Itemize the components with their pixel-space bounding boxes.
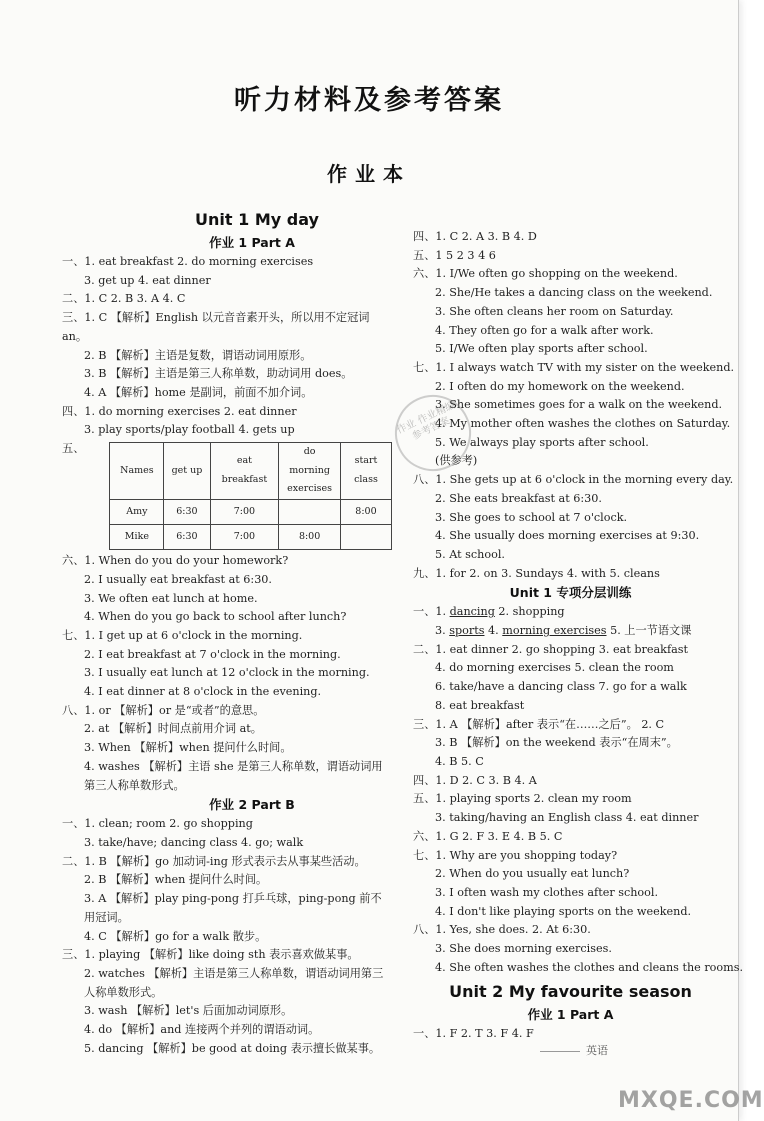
answer-line: 2. at 【解析】时间点前用介词 at。	[84, 722, 262, 736]
answer-line	[413, 603, 728, 622]
answer-line: 5. We always play sports after school.	[435, 435, 649, 449]
answer-text: 2. shopping	[494, 605, 565, 619]
answer-line: 二、1. eat dinner 2. go shopping 3. eat breakfast	[413, 642, 689, 656]
table-cell: 8:00	[279, 525, 341, 550]
answer-line: 4. do morning exercises 5. clean the room	[435, 661, 674, 675]
page-title: 听力材料及参考答案	[234, 85, 504, 116]
answer-line: 2. I usually eat breakfast at 6:30.	[84, 572, 272, 586]
answer-line: 2. watches 【解析】主语是第三人称单数，谓语动词用第三人称单数形式。	[84, 966, 384, 999]
unit-2-homework-1-title: 作业 1 Part A	[527, 1007, 614, 1023]
answer-line: 2. B 【解析】when 提问什么时间。	[84, 873, 268, 887]
table-cell: Mike	[110, 525, 164, 550]
answer-line: 三、1. playing 【解析】like doing sth 表示喜欢做某事。	[62, 948, 359, 962]
table-cell: 8:00	[340, 500, 391, 525]
answer-line: 3. She often cleans her room on Saturday.	[435, 304, 674, 318]
answer-line: 5. dancing 【解析】be good at doing 表示擅长做某事。	[84, 1041, 381, 1055]
answer-text: 4.	[484, 624, 503, 638]
answer-line: 4. They often go for a walk after work.	[435, 323, 654, 337]
answer-line: 八、1. Yes, she does. 2. At 6:30.	[413, 923, 591, 937]
answer-line: 四、1. do morning exercises 2. eat dinner	[62, 404, 297, 418]
answer-line: 六、1. I/We often go shopping on the weekend.	[413, 267, 678, 281]
answer-line: 4. I don't like playing sports on the weekend.	[435, 904, 692, 918]
answer-line: 3. I usually eat lunch at 12 o'clock in the morning.	[84, 666, 370, 680]
answer-line: 6. take/have a dancing class 7. go for a walk	[435, 680, 687, 694]
stamp-seal: 作业 作业精编参考答案	[383, 383, 484, 484]
answer-line: 四、1. D 2. C 3. B 4. A	[413, 773, 537, 787]
right-column	[413, 228, 744, 1044]
table-cell	[340, 525, 391, 550]
table-row	[110, 500, 392, 525]
answer-line: 2. I eat breakfast at 7 o'clock in the morning.	[84, 647, 341, 661]
answer-line: 3. B 【解析】主语是第三人称单数，助动词用 does。	[84, 367, 353, 381]
table-cell: 6:30	[164, 525, 210, 550]
answer-line: 五、1 5 2 3 4 6	[413, 248, 496, 262]
answer-line: 4. washes 【解析】主语 she 是第三人称单数，谓语动词用第三人称单数形式。	[84, 759, 383, 792]
answer-line: 四、1. C 2. A 3. B 4. D	[413, 230, 537, 243]
answer-line: 3. She goes to school at 7 o'clock.	[435, 510, 628, 524]
left-column	[62, 205, 392, 1058]
answer-line: 4. She usually does morning exercises at 9:30.	[435, 529, 700, 543]
answer-prefix: 3.	[435, 624, 450, 638]
answer-line: 3. play sports/play football 4. gets up	[84, 423, 295, 437]
watermark: MXQE.COM	[618, 1088, 764, 1113]
answer-line	[413, 622, 728, 641]
table-header-cell: eat breakfast	[210, 443, 279, 500]
answer-line: 3. taking/having an English class 4. eat dinner	[435, 811, 699, 825]
table-header-row	[110, 443, 392, 500]
answer-line: 七、1. Why are you shopping today?	[413, 848, 618, 862]
answer-line: 五、1. playing sports 2. clean my room	[413, 792, 632, 806]
page-footer	[540, 1042, 608, 1058]
answer-line: 4. do 【解析】and 连接两个并列的谓语动词。	[84, 1023, 320, 1037]
answer-line: 八、1. or 【解析】or 是“或者”的意思。	[62, 703, 265, 717]
answer-line: 4. She often washes the clothes and cleans the rooms.	[435, 960, 744, 974]
homework-1-title: 作业 1 Part A	[209, 235, 295, 250]
answer-line: 六、1. When do you do your homework?	[62, 554, 289, 568]
table-header-cell: Names	[110, 443, 164, 500]
footer-rule	[540, 1051, 580, 1052]
answer-note: (供参考)	[435, 454, 478, 468]
unit-2-title: Unit 2 My favourite season	[449, 982, 692, 1002]
answer-line: 5. At school.	[435, 547, 505, 561]
section-label: 五、	[62, 442, 85, 456]
answer-line: 2. B 【解析】主语是复数，谓语动词用原形。	[84, 348, 312, 362]
answer-line: 一、1. clean; room 2. go shopping	[62, 817, 253, 831]
page-subtitle: 作业本	[327, 162, 411, 186]
answer-line: 5. I/We often play sports after school.	[435, 342, 648, 356]
answer-line: 3. get up 4. eat dinner	[84, 273, 211, 287]
answer-line: 七、1. I always watch TV with my sister on the weekend.	[413, 360, 735, 374]
table-header-cell: do morning exercises	[279, 443, 341, 500]
answer-line: 二、1. C 2. B 3. A 4. C	[62, 292, 186, 306]
answer-line: 3. I often wash my clothes after school.	[435, 885, 659, 899]
table-header-cell: start class	[340, 443, 391, 500]
answer-line: 2. I often do my homework on the weekend.	[435, 379, 685, 393]
answer-line: 3. When 【解析】when 提问什么时间。	[84, 741, 292, 755]
answer-line: 4. I eat dinner at 8 o'clock in the evening.	[84, 685, 322, 699]
answer-line: 九、1. for 2. on 3. Sundays 4. with 5. cleans	[413, 566, 660, 580]
homework-2-title: 作业 2 Part B	[209, 797, 295, 813]
answer-line: 二、1. B 【解析】go 加动词-ing 形式表示去从事某些活动。	[62, 854, 366, 868]
underlined-answer: dancing	[449, 605, 495, 619]
answer-line: 2. When do you usually eat lunch?	[435, 867, 630, 881]
answer-line: 七、1. I get up at 6 o'clock in the morning.	[62, 628, 303, 642]
answer-line: 8. eat breakfast	[435, 698, 525, 712]
answer-line: 3. B 【解析】on the weekend 表示“在周末”。	[435, 736, 678, 750]
footer-label: 英语	[586, 1044, 608, 1057]
answer-line: 4. A 【解析】home 是副词，前面不加介词。	[84, 385, 313, 399]
answer-prefix: 一、1.	[413, 605, 450, 619]
answer-line: 4. B 5. C	[435, 754, 484, 768]
answer-line: 一、1. eat breakfast 2. do morning exercises	[62, 255, 314, 268]
answer-line: 三、1. C 【解析】English 以元音音素开头，所以用不定冠词 an。	[62, 311, 370, 343]
answer-line: 3. wash 【解析】let's 后面加动词原形。	[84, 1004, 293, 1018]
unit-1-special-title: Unit 1 专项分层训练	[509, 585, 632, 601]
answer-line: 4. When do you go back to school after lunch?	[84, 610, 347, 624]
answer-line: 六、1. G 2. F 3. E 4. B 5. C	[413, 829, 563, 843]
answer-line: 3. She sometimes goes for a walk on the weekend.	[435, 398, 723, 412]
answer-line: 八、1. She gets up at 6 o'clock in the morning every day.	[413, 473, 734, 487]
answer-line: 2. She eats breakfast at 6:30.	[435, 491, 602, 505]
table-cell: 6:30	[164, 500, 210, 525]
table-cell: Amy	[110, 500, 164, 525]
table-cell: 7:00	[210, 500, 279, 525]
schedule-table-row	[62, 440, 392, 552]
answer-line: 4. My mother often washes the clothes on Saturday.	[435, 417, 731, 431]
underlined-answer: morning exercises	[502, 624, 607, 638]
table-header-cell: get up	[164, 443, 210, 500]
schedule-table	[109, 442, 392, 550]
table-cell: 7:00	[210, 525, 279, 550]
table-row	[110, 525, 392, 550]
answer-text: 5. 上一节语文课	[606, 624, 692, 638]
table-cell	[279, 500, 341, 525]
answer-line: 一、1. F 2. T 3. F 4. F	[413, 1027, 534, 1041]
answer-line: 3. A 【解析】play ping-pong 打乒乓球，ping-pong 前不用冠词。	[84, 892, 382, 924]
answer-line: 4. C 【解析】go for a walk 散步。	[84, 929, 267, 943]
answer-line: 2. She/He takes a dancing class on the weekend.	[435, 286, 713, 300]
answer-line: 3. take/have; dancing class 4. go; walk	[84, 835, 304, 849]
answer-line: 三、1. A 【解析】after 表示“在……之后”。 2. C	[413, 717, 665, 731]
unit-1-title: Unit 1 My day	[195, 210, 319, 229]
answer-line: 3. She does morning exercises.	[435, 942, 612, 956]
answer-line: 3. We often eat lunch at home.	[84, 591, 258, 605]
underlined-answer: sports	[449, 624, 485, 638]
